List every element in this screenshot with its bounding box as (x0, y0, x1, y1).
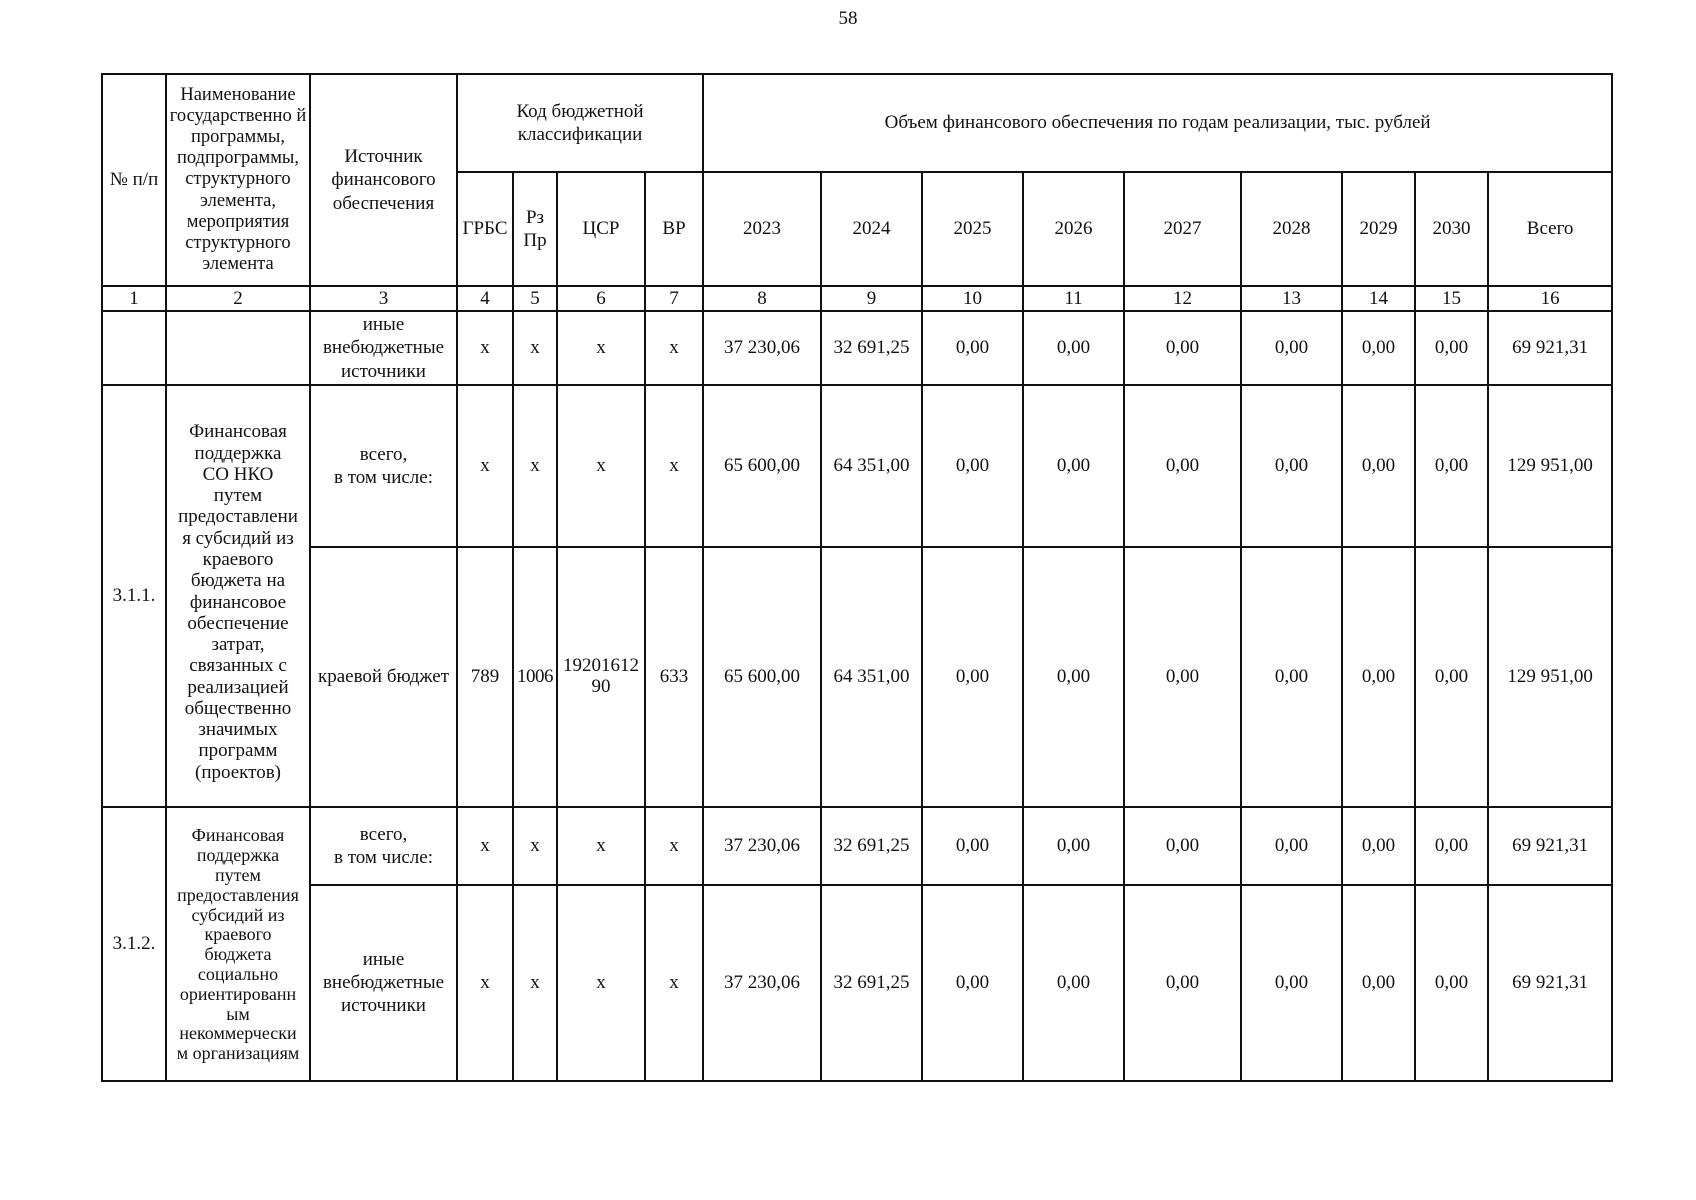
row-value-total: 129 951,00 (1488, 547, 1612, 807)
row-value-2023: 37 230,06 (703, 807, 821, 885)
column-number: 5 (513, 286, 557, 311)
header-num: № п/п (102, 74, 166, 286)
column-number: 11 (1023, 286, 1124, 311)
row-value-2026: 0,00 (1023, 807, 1124, 885)
header-year-2024: 2024 (821, 172, 922, 286)
header-year-2026: 2026 (1023, 172, 1124, 286)
row-value-2025: 0,00 (922, 311, 1023, 385)
row-source: всего, в том числе: (310, 385, 457, 547)
row-code-grbs: х (457, 385, 513, 547)
table-row (102, 885, 1612, 1081)
row-value-2026: 0,00 (1023, 311, 1124, 385)
row-value-2030: 0,00 (1415, 807, 1488, 885)
row-value-2029: 0,00 (1342, 311, 1415, 385)
row-code-grbs: х (457, 311, 513, 385)
row-value-2026: 0,00 (1023, 385, 1124, 547)
row-value-2029: 0,00 (1342, 885, 1415, 1081)
table-row (102, 547, 1612, 807)
row-value-2027: 0,00 (1124, 385, 1241, 547)
table-row (102, 807, 1612, 885)
header-year-2030: 2030 (1415, 172, 1488, 286)
row-value-2025: 0,00 (922, 385, 1023, 547)
row-value-2030: 0,00 (1415, 885, 1488, 1081)
row-code-csr: х (557, 885, 645, 1081)
header-year-2028: 2028 (1241, 172, 1342, 286)
column-number: 1 (102, 286, 166, 311)
row-value-total: 69 921,31 (1488, 311, 1612, 385)
header-year-2029: 2029 (1342, 172, 1415, 286)
row-num (102, 311, 166, 385)
row-code-rzpr: х (513, 885, 557, 1081)
row-code-grbs: х (457, 885, 513, 1081)
row-value-2028: 0,00 (1241, 311, 1342, 385)
row-value-2023: 65 600,00 (703, 547, 821, 807)
row-code-rzpr: х (513, 807, 557, 885)
row-value-2027: 0,00 (1124, 885, 1241, 1081)
row-value-2029: 0,00 (1342, 807, 1415, 885)
row-source: всего, в том числе: (310, 807, 457, 885)
header-budget-code: Код бюджетной классификации (457, 74, 703, 172)
row-value-total: 129 951,00 (1488, 385, 1612, 547)
row-value-2025: 0,00 (922, 885, 1023, 1081)
header-year-2023: 2023 (703, 172, 821, 286)
row-value-2023: 37 230,06 (703, 311, 821, 385)
row-name (166, 311, 310, 385)
row-code-rzpr: 1006 (513, 547, 557, 807)
row-value-2024: 32 691,25 (821, 311, 922, 385)
column-number: 15 (1415, 286, 1488, 311)
header-total: Всего (1488, 172, 1612, 286)
row-code-rzpr: х (513, 385, 557, 547)
group-num: 3.1.2. (102, 807, 166, 1081)
column-number: 8 (703, 286, 821, 311)
row-value-2027: 0,00 (1124, 311, 1241, 385)
row-value-2030: 0,00 (1415, 311, 1488, 385)
column-number: 6 (557, 286, 645, 311)
row-code-csr: х (557, 311, 645, 385)
row-source: краевой бюджет (310, 547, 457, 807)
column-number: 3 (310, 286, 457, 311)
row-value-2025: 0,00 (922, 807, 1023, 885)
row-value-total: 69 921,31 (1488, 885, 1612, 1081)
header-row-1 (102, 74, 1612, 172)
group-num: 3.1.1. (102, 385, 166, 807)
row-code-vr: х (645, 807, 703, 885)
row-code-rzpr: х (513, 311, 557, 385)
column-number: 4 (457, 286, 513, 311)
row-value-total: 69 921,31 (1488, 807, 1612, 885)
row-code-grbs: 789 (457, 547, 513, 807)
page-number: 58 (838, 8, 858, 29)
header-year-2027: 2027 (1124, 172, 1241, 286)
header-code-vr: ВР (645, 172, 703, 286)
table-row (102, 311, 1612, 385)
row-code-grbs: х (457, 807, 513, 885)
row-code-vr: х (645, 385, 703, 547)
column-number: 16 (1488, 286, 1612, 311)
group-name: Финансовая поддержка СО НКО путем предоставлени я субсидий из краевого бюджета на финансовое обеспечение затрат, связанных с реализацией общественно значимых программ (проектов) (166, 385, 310, 807)
header-code-rzpr: Рз Пр (513, 172, 557, 286)
row-code-vr: 633 (645, 547, 703, 807)
row-value-2029: 0,00 (1342, 547, 1415, 807)
row-value-2027: 0,00 (1124, 807, 1241, 885)
row-value-2028: 0,00 (1241, 807, 1342, 885)
row-value-2024: 32 691,25 (821, 885, 922, 1081)
row-value-2026: 0,00 (1023, 885, 1124, 1081)
group-name: Финансовая поддержка путем предоставления субсидий из краевого бюджета социально ориентированн ым некоммерчески м организациям (166, 807, 310, 1081)
row-source: иные внебюджетные источники (310, 311, 457, 385)
row-value-2028: 0,00 (1241, 385, 1342, 547)
row-value-2028: 0,00 (1241, 547, 1342, 807)
header-code-csr: ЦСР (557, 172, 645, 286)
column-number: 7 (645, 286, 703, 311)
row-code-vr: х (645, 311, 703, 385)
row-value-2030: 0,00 (1415, 547, 1488, 807)
row-value-2023: 65 600,00 (703, 385, 821, 547)
header-source: Источник финансового обеспечения (310, 74, 457, 286)
funding-table (101, 73, 1613, 1082)
row-value-2030: 0,00 (1415, 385, 1488, 547)
header-year-2025: 2025 (922, 172, 1023, 286)
column-number: 9 (821, 286, 922, 311)
row-code-csr: х (557, 807, 645, 885)
column-number: 13 (1241, 286, 1342, 311)
header-code-grbs: ГРБС (457, 172, 513, 286)
column-number: 14 (1342, 286, 1415, 311)
row-value-2028: 0,00 (1241, 885, 1342, 1081)
row-value-2029: 0,00 (1342, 385, 1415, 547)
row-value-2025: 0,00 (922, 547, 1023, 807)
row-code-csr: х (557, 385, 645, 547)
column-number: 12 (1124, 286, 1241, 311)
column-numbers-row (102, 286, 1612, 311)
header-funding-volume: Объем финансового обеспечения по годам реализации, тыс. рублей (703, 74, 1612, 172)
row-value-2024: 64 351,00 (821, 547, 922, 807)
column-number: 2 (166, 286, 310, 311)
row-value-2024: 64 351,00 (821, 385, 922, 547)
row-value-2027: 0,00 (1124, 547, 1241, 807)
header-name: Наименование государственно й программы, подпрограммы, структурного элемента, мероприятия структурного элемента (166, 74, 310, 286)
row-value-2024: 32 691,25 (821, 807, 922, 885)
column-number: 10 (922, 286, 1023, 311)
table-row (102, 385, 1612, 547)
row-code-csr: 19201612 90 (557, 547, 645, 807)
row-value-2026: 0,00 (1023, 547, 1124, 807)
row-value-2023: 37 230,06 (703, 885, 821, 1081)
row-code-vr: х (645, 885, 703, 1081)
row-source: иные внебюджетные источники (310, 885, 457, 1081)
